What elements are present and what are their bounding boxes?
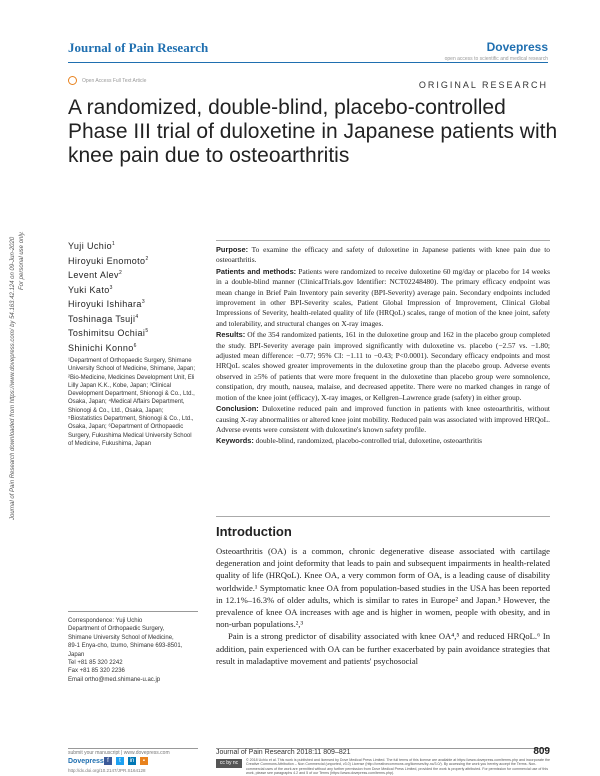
author-name-text: Hiroyuki Ishihara bbox=[68, 299, 142, 309]
author-affiliation-marker: 2 bbox=[145, 255, 149, 262]
header-divider bbox=[68, 62, 548, 63]
author-name bbox=[68, 282, 149, 297]
facebook-icon[interactable]: f bbox=[104, 757, 112, 765]
author-name bbox=[68, 340, 149, 355]
correspondence-line: Email ortho@med.shimane-u.ac.jp bbox=[68, 676, 161, 683]
correspondence-divider bbox=[68, 611, 198, 612]
author-name-text: Toshimitsu Ochiai bbox=[68, 328, 146, 338]
author-name-text: Yuji Uchio bbox=[68, 241, 113, 251]
abstract-keywords bbox=[216, 436, 550, 446]
abstract-results bbox=[216, 330, 550, 403]
article-type: ORIGINAL RESEARCH bbox=[418, 80, 548, 90]
linkedin-icon[interactable]: in bbox=[129, 758, 135, 764]
abstract-purpose bbox=[216, 245, 550, 266]
author-name-text: Yuki Kato bbox=[68, 284, 110, 295]
author-affiliation-marker: 3 bbox=[141, 299, 146, 305]
keywords-text: double-blind, randomized, placebo-controlled trial, duloxetine, osteoarthritis bbox=[253, 436, 483, 446]
correspondence-line: Japan bbox=[68, 651, 85, 658]
correspondence-line: Shimane University School of Medicine, bbox=[68, 634, 174, 641]
author-affiliation-marker: 1 bbox=[112, 241, 116, 247]
results-text: Of the 354 randomized patients, 161 in the duloxetine group and 162 in the placebo group completed the study. BPI-Severity average pain improved significantly with duloxetine vs. placebo (−2.57 vs. −1.80; adjusted mean difference: −0.77; 95% CI: −1.11 to −0.43; P<0.0001). Secondary efficacy endpoints and most HRQoL scales showed greater improvements in the duloxetine group than the placebo group. Adverse events observed in ≥5% of patients that were more frequent in the duloxetine than placebo group were somnolence, constipation, dry mouth, nausea, malaise, and decreased appetite. There were no marked changes in range of motion of the knee joint (efficacy), X-ray images, or Kellgren–Lawrence grade (safety) in either group. bbox=[216, 330, 550, 402]
author-name-text: Hiroyuki Enomoto bbox=[68, 255, 146, 266]
creative-commons-badge: cc by nc bbox=[216, 759, 242, 768]
author-affiliation-marker: 2 bbox=[118, 270, 123, 276]
methods-text: Patients were randomized to receive duloxetine 60 mg/day or placebo for 14 weeks in a double-blind manner (ClinicalTrials.gov Identifier: NCT02248480). The primary efficacy endpoint was mean change in Brief Pain Inventory pain severity (BPI-Severity) average pain. Secondary endpoints included improvement in other BPI-Severity scales, Patient Global Impression of Improvement, Clinical Global Impressions of Severity, health-related quality of life (HRQoL) scales, range of motion of the knee joint, safety and tolerability, and structural changes on X-ray images. bbox=[216, 266, 550, 328]
open-access-lock-icon bbox=[68, 76, 77, 85]
purpose-text: To examine the efficacy and safety of duloxetine in Japanese patients with knee pain due to osteoarthritis. bbox=[216, 245, 550, 265]
intro-paragraph-2: Pain is a strong predictor of disability associated with knee OA⁴,⁵ and reduced HRQoL.⁶ In addition, pain experienced with OA can be further exacerbated by pain avoidance strategies that result in maladaptive movement and patients' psychosocial bbox=[216, 631, 550, 666]
keywords-label: Keywords: bbox=[216, 436, 254, 446]
personal-use-notice: For personal use only. bbox=[19, 231, 25, 290]
doi-link[interactable]: http://dx.doi.org/10.2147/JPR.S164128 bbox=[68, 768, 146, 773]
twitter-icon[interactable]: t bbox=[116, 757, 124, 765]
affiliations: ¹Department of Orthopaedic Surgery, Shimane University School of Medicine, Shimane, Japan; ²Bio-Medicine, Medicines Development Unit, Eli Lilly Japan K.K., Kobe, Japan; ³Clinical Development Department, Shionogi & Co., Ltd., Osaka, Japan; ⁴Medical Affairs Department, Shionogi & Co., Ltd., Osaka, Japan; ⁵Biostatistics Department, Shionogi & Co., Ltd., Osaka, Japan; ⁶Department of Orthopaedic Surgery, Fukushima Medical University School of Medicine, Fukushima, Japan bbox=[68, 358, 196, 447]
submit-manuscript-link[interactable]: submit your manuscript | www.dovepress.com bbox=[68, 750, 170, 756]
footer-left-rule bbox=[68, 748, 198, 749]
author-name bbox=[68, 296, 149, 311]
journal-title: Journal of Pain Research bbox=[68, 40, 209, 55]
open-access-label: Open Access Full Text Article bbox=[82, 78, 147, 84]
author-name-text: Toshinaga Tsuji bbox=[68, 313, 136, 324]
page-number: 809 bbox=[533, 746, 550, 757]
purpose-label: Purpose: bbox=[216, 245, 249, 254]
author-affiliation-marker: 3 bbox=[109, 284, 113, 291]
conclusion-text: Duloxetine reduced pain and improved function in patients with knee osteoarthritis, without causing X-ray abnormalities or altered knee joint mobility. Reduced pain was associated with improved HRQoL. Adverse events were consistent with duloxetine's known safety profile. bbox=[216, 404, 550, 434]
author-name bbox=[68, 267, 149, 282]
license-text: © 2018 Uchio et al. This work is published and licensed by Dove Medical Press Limited. The full terms of this license are available at https://www.dovepress.com/terms.php and incorporate the Creative Commons Attribution – Non Commercial (unported, v3.0) License (http://creativecommons.org/licenses/by-nc/3.0/). By accessing the work you hereby accept the Terms. Non-commercial uses of the work are permitted without any further permission from Dove Medical Press Limited, provided the work is properly attributed. For permission for commercial use of this work, please see paragraphs 4.2 and 5 of our Terms (https://www.dovepress.com/terms.php). bbox=[246, 758, 550, 776]
conclusion-label: Conclusion: bbox=[216, 404, 259, 414]
footer-publisher-logo: Dovepress bbox=[68, 758, 104, 765]
intro-paragraph-1: Osteoarthritis (OA) is a common, chronic degenerative disease associated with cartilage degeneration and joint deformity that leads to pain and subsequent impairments in health-related quality of life (HRQoL). Knee OA, a very common form of OA, is a leading cause of disability worldwide.¹ Symptomatic knee OA from population-based studies in the USA has been reported in 12.1%–16.3% of older adults, which is similar to rates in Europe² and Japan.³ However, the prevalence of knee OA increases with age and is higher in women, people with obesity, and in non-urban populations.²,³ bbox=[216, 546, 550, 630]
abstract bbox=[216, 245, 550, 448]
social-links bbox=[104, 757, 150, 765]
publisher-tagline: open access to scientific and medical research bbox=[444, 56, 548, 62]
results-label: Results: bbox=[216, 330, 246, 340]
correspondence-line: 89-1 Enya-cho, Izumo, Shimane 693-8501, bbox=[68, 643, 183, 650]
article-title: A randomized, double-blind, placebo-controlled Phase III trial of duloxetine in Japanese patients with knee pain due to osteoarthritis bbox=[68, 96, 558, 167]
abstract-conclusion bbox=[216, 404, 550, 435]
abstract-top-rule bbox=[216, 240, 550, 241]
methods-label: Patients and methods: bbox=[216, 266, 297, 276]
share-icon[interactable]: ▪ bbox=[140, 757, 148, 765]
author-list bbox=[68, 238, 149, 354]
author-name bbox=[68, 238, 149, 253]
correspondence-line: Fax +81 85 320 2236 bbox=[68, 668, 125, 675]
author-name bbox=[68, 253, 149, 268]
citation-line: Journal of Pain Research 2018:11 809–821 bbox=[216, 749, 351, 756]
introduction-body bbox=[216, 545, 550, 667]
author-affiliation-marker: 6 bbox=[133, 342, 137, 349]
author-name bbox=[68, 311, 149, 326]
author-name-text: Shinichi Konno bbox=[68, 342, 134, 353]
author-name-text: Levent Alev bbox=[68, 270, 119, 280]
abstract-bottom-rule bbox=[216, 516, 550, 517]
author-affiliation-marker: 5 bbox=[145, 328, 149, 334]
correspondence-line: Department of Orthopaedic Surgery, bbox=[68, 626, 165, 633]
correspondence-block bbox=[68, 617, 198, 684]
author-name bbox=[68, 325, 149, 340]
download-notice: Journal of Pain Research downloaded from https://www.dovepress.com/ by 54.163.42.124 on 09-Jun-2020 bbox=[10, 236, 16, 520]
download-watermark bbox=[10, 160, 40, 520]
author-affiliation-marker: 4 bbox=[135, 313, 139, 320]
correspondence-line: Tel +81 85 320 2242 bbox=[68, 660, 123, 667]
publisher-logo: Dovepress bbox=[486, 40, 548, 54]
introduction-heading: Introduction bbox=[216, 524, 292, 539]
correspondence-line: Correspondence: Yuji Uchio bbox=[68, 618, 143, 624]
abstract-methods bbox=[216, 267, 550, 329]
